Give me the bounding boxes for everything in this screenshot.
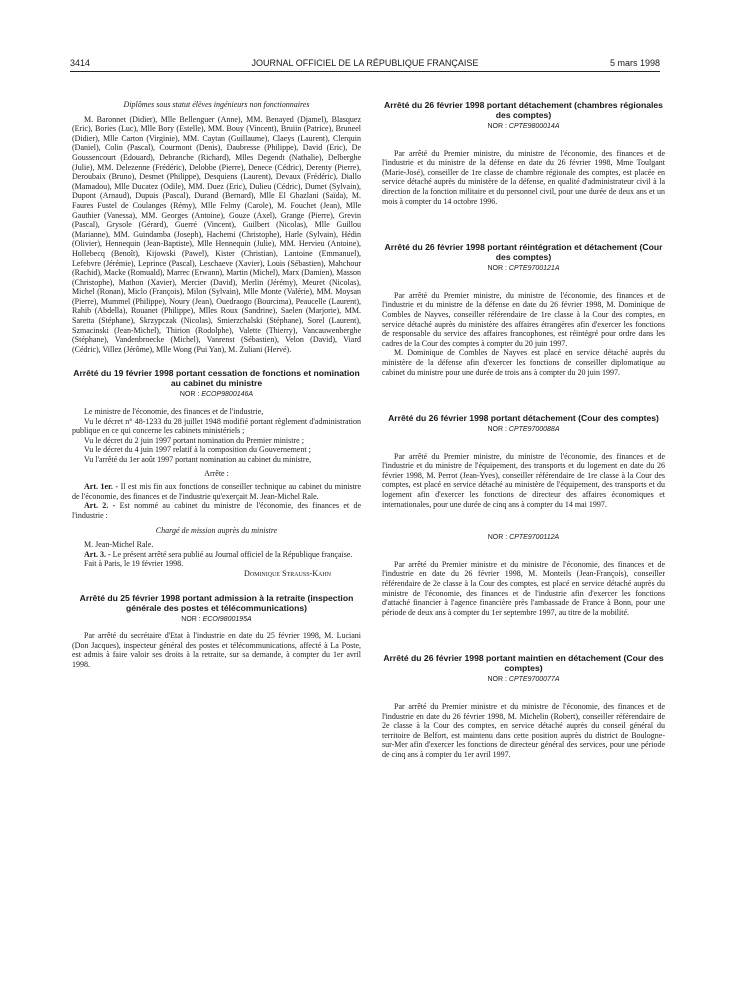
article-2: Art. 2. - Est nommé au cabinet du ministre de l'économie, des finances et de l'industrie : bbox=[72, 501, 362, 520]
decree-title: Arrêté du 26 février 1998 portant détachement (chambres régionales des comptes) bbox=[384, 100, 663, 120]
header-rule bbox=[70, 71, 660, 72]
done-at: Fait à Paris, le 19 février 1998. bbox=[84, 559, 184, 569]
left-column bbox=[72, 100, 361, 670]
nor-reference: NOR : ECOP9800146A bbox=[179, 391, 254, 399]
article-3: Art. 3. - Le présent arrêté sera publié au Journal officiel de la République française. bbox=[84, 549, 353, 559]
decree-title: Arrêté du 26 février 1998 portant détachement (Cour des comptes) bbox=[388, 413, 659, 424]
list-heading: Diplômes sous statut élèves ingénieurs non fonctionnaires bbox=[123, 100, 310, 109]
arrete-label: Arrête : bbox=[204, 468, 229, 478]
issue-date: 5 mars 1998 bbox=[609, 58, 660, 68]
paragraph: M. Dominique de Combles de Nayves est placé en service détaché auprès du ministère de la défense afin d'exercer les fonctions de conseiller diplomatique au cabinet du ministre pour une durée de trois ans à compter du 20 juin 1997. bbox=[382, 348, 665, 377]
right-column bbox=[382, 100, 665, 760]
nor-reference: NOR : ECOI9800195A bbox=[181, 615, 252, 623]
paragraph: Le ministre de l'économie, des finances et de l'industrie, bbox=[84, 407, 264, 417]
article-1: Art. 1er. - Il est mis fin aux fonctions de conseiller technique au cabinet du ministre de l'économie, des finances et de l'industrie qu'exerçait M. Jean-Michel Rale. bbox=[72, 482, 362, 501]
paragraph: Par arrêté du Premier ministre et du ministre de l'économie, des finances et de l'industrie en date du 26 février 1998, M. Monteils (Jean-François), conseiller référendaire de 2e classe à la Cour des comptes, est placé en service détaché auprès du ministre de l'économie, des finances et de l'industrie afin d'exercer les fonctions d'attaché financier à l'agence financière près l'ambassade de France à Bonn, pour une période de deux ans à compter du 1er septembre 1997, au titre de la mobilité. bbox=[382, 559, 665, 617]
paragraph: Vu le décret n° 48-1233 du 28 juillet 1948 modifié portant règlement d'administration publique en ce qui concerne les cabinets ministériels ; bbox=[72, 416, 361, 436]
paragraph: Par arrêté du Premier ministre et du ministre de l'économie, des finances et de l'industrie en date du 26 février 1998, M. Michelin (Robert), conseiller référendaire de 2e classe à la Cour des comptes, en service détaché auprès du conseil général du territoire de Belfort, est maintenu dans cette position auprès du district de Boulogne-sur-Mer afin d'exercer les fonctions de directeur général des services, pour une période de cinq ans à compter du 1er avril 1997. bbox=[382, 702, 665, 759]
decree-title: Arrêté du 19 février 1998 portant cessation de fonctions et nomination au cabinet du ministre bbox=[73, 368, 360, 389]
signature: Dominique Strauss-Kahn bbox=[243, 568, 331, 578]
paragraph: Vu le décret du 4 juin 1997 relatif à la composition du Gouvernement ; bbox=[84, 445, 311, 455]
nor-reference: NOR : CPTE9800014A bbox=[487, 123, 560, 130]
nor-reference: NOR : CPTE9700112A bbox=[487, 534, 560, 542]
page-header bbox=[70, 58, 660, 72]
nor-reference: NOR : CPTE9700121A bbox=[487, 265, 560, 273]
page-number: 3414 bbox=[70, 58, 91, 68]
nor-reference: NOR : CPTE9700088A bbox=[487, 426, 560, 434]
decree-title: Arrêté du 26 février 1998 portant réintégration et détachement (Cour des comptes) bbox=[384, 242, 663, 263]
paragraph: Par arrêté du Premier ministre, du ministre de l'économie, des finances et de l'industrie et du ministre de l'équipement, des transports et du logement en date du 26 février 1998, M. Perrot (Jean-Yves), conseiller référendaire de 1re classe à la Cour des comptes, est placé en service détaché au ministère de l'équipement, des transports et du logement afin d'exercer les fonctions de directeur des affaires économiques et internationales, pour une durée de cinq ans à compter du 14 mai 1997. bbox=[382, 451, 665, 509]
nor-reference: NOR : CPTE9700077A bbox=[487, 676, 560, 684]
decree-title: Arrêté du 25 février 1998 portant admission à la retraite (inspection générale des postes et télécommunications) bbox=[79, 592, 354, 613]
paragraph: Par arrêté du secrétaire d'Etat à l'industrie en date du 25 février 1998, M. Luciani (Don Jacques), inspecteur général des postes et télécommunications, affecté à La Poste, est admis à faire valoir ses droits à la retraite, sur sa demande, à compter du 1er avril 1998. bbox=[72, 631, 361, 669]
paragraph: Par arrêté du Premier ministre, du ministre de l'économie, des finances et de l'industrie et du ministre de la défense en date du 26 février 1998, Mme Toulgant (Marie-José), conseiller de 1re classe de chambre régionale des comptes, est placée en service détaché auprès du ministère de la défense, en qualité d'administrateur civil à la direction de la fonction militaire et du personnel civil, pour une durée de deux ans et un mois à compter du 14 octobre 1996. bbox=[382, 148, 665, 206]
journal-title: JOURNAL OFFICIEL DE LA RÉPUBLIQUE FRANÇAISE bbox=[251, 58, 479, 68]
names-list: M. Baronnet (Didier), Mlle Bellenguer (Anne), MM. Benayed (Djamel), Blasquez (Eric), Bories (Luc), Mlle Bory (Estelle), MM. Bouy (Vincent), Bruiin (Patrice), Bruneel (Didier), Mlle Carton (Virginie), MM. Caytan (Guillaume), Claeys (Laurent), Clerquin (Daniel), Colin (Pascal), Courmont (Denis), Daubresse (Philippe), David (Eric), De Goussencourt (Edouard), Debranche (Richard), Mlles Degendt (Nathalie), Delberghe (Julie), MM. Delezenne (Frédéric), Delobbe (Pierre), Denece (Cédric), Derenty (Pierre), Deroubaix (Bruno), Desmet (Philippe), Desquiens (Laurent), Devaux (Frédéric), Diallo (Mamadou), Mlle Ducatez (Odile), MM. Duez (Eric), Dulieu (Cédric), Dumet (Sylvain), Dupont (Arnaud), Dupuis (Pascal), Durand (Bernard), Mlle El Ghazlani (Saïda), M. Faures Fustel de Coulanges (Rémy), Mlle Felmy (Carole), M. Fouchet (Jean), Mlle Gauthier (Vanessa), MM. Georges (Antoine), Gouze (Axel), Grange (Pierre), Grevin (Pascal), Grysole (Gérard), Guerré (Vincent), Guilbert (Nicolas), Mlle Guillou (Marianne), MM. Guindamba (Joseph), Hachemi (Christophe), Harle (Sylvain), Hédin (Olivier), Hennequin (Jean-Baptiste), Mlle Hennequin (Julie), MM. Hervieu (Antoine), Hollebecq (Benoît), Kijowski (Pawel), Kister (Christian), Lantoine (Emmanuel), Lefebvre (Jérémie), Leprince (Pascal), Leschaeve (Xavier), Louis (Sébastien), Mahchour (Rachid), Macke (Romuald), Marrec (Erwann), Martin (Michel), Marx (Damien), Masson (Christophe), Mathon (Xavier), Mercier (David), Merlin (Jérémy), Meuret (Nicolas), Michel (Ronan), Miclo (François), Milon (Sylvain), Mlle Monte (Valérie), MM. Moysan (Pierre), Mummel (Philippe), Noury (Jean), Ouedraogo (Bourcima), Peaucelle (Laurent), Rahib (Abdella), Rouanet (Philippe), Mlles Roux (Sandrine), Saelen (Marjorie), MM. Saretta (Stéphane), Skrzypczak (Nicolas), Smierzchalski (Stéphane), Sorel (Laurent), Szmacinski (Jean-Michel), Thirion (Rodolphe), Valette (Thierry), Vancauwenberghe (Stéphane), Vandenbroecke (Michel), Vanrenst (Sébastien), Velon (David), Viard (Cédric), Villez (Jérôme), Mlle Wong (Pui Yan), M. Zuliani (Hervé). bbox=[72, 114, 361, 354]
appointee: M. Jean-Michel Rale. bbox=[84, 540, 154, 550]
paragraph: Par arrêté du Premier ministre, du ministre de l'économie, des finances et de l'industrie et du ministre de la défense en date du 26 février 1998, M. Dominique de Combles de Nayves, conseiller référendaire de 1re classe à la Cour des comptes, en service détaché auprès du ministère des affaires étrangères afin d'exercer les fonctions de responsable du service des affaires francophones, est réintégré pour ordre dans les cadres de la Cour des comptes à compter du 20 juin 1997. bbox=[382, 290, 665, 348]
mission-title: Chargé de mission auprès du ministre bbox=[155, 525, 278, 535]
paragraph: Vu le décret du 2 juin 1997 portant nomination du Premier ministre ; bbox=[84, 435, 304, 445]
paragraph: Vu l'arrêté du 1er août 1997 portant nomination au cabinet du ministre, bbox=[84, 455, 312, 464]
decree-title: Arrêté du 26 février 1998 portant maintien en détachement (Cour des comptes) bbox=[383, 653, 664, 674]
